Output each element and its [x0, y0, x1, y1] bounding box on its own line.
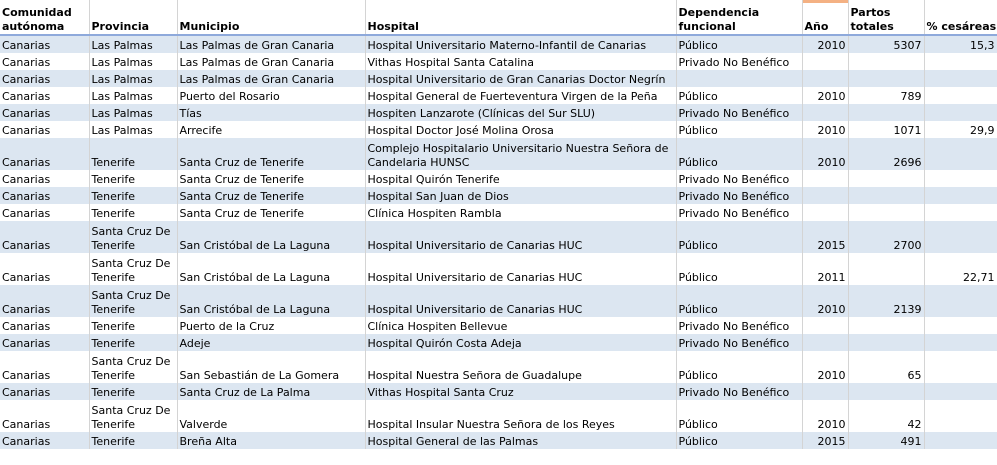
cell-anio[interactable]: 2010 — [802, 35, 848, 53]
table-row[interactable] — [0, 253, 997, 285]
cell-municipio[interactable]: Santa Cruz de La Palma — [177, 383, 365, 400]
cell-comunidad[interactable]: Canarias — [0, 187, 89, 204]
cell-comunidad[interactable]: Canarias — [0, 253, 89, 285]
table-row[interactable] — [0, 351, 997, 383]
cell-comunidad[interactable]: Canarias — [0, 104, 89, 121]
header-comunidad[interactable]: Comunidad autónoma — [0, 0, 89, 35]
cell-cesareas[interactable] — [924, 53, 997, 70]
header-row — [0, 0, 997, 35]
cell-dependencia[interactable]: Público — [676, 432, 802, 449]
cell-anio[interactable]: 2010 — [802, 285, 848, 317]
cell-cesareas[interactable] — [924, 138, 997, 170]
cell-cesareas[interactable]: 29,9 — [924, 121, 997, 138]
cell-hospital[interactable]: Hospital Universitario de Canarias HUC — [365, 285, 676, 317]
cell-comunidad[interactable]: Canarias — [0, 285, 89, 317]
cell-hospital[interactable]: Hospital Universitario de Canarias HUC — [365, 253, 676, 285]
cell-cesareas[interactable]: 22,71 — [924, 253, 997, 285]
cell-anio[interactable]: 2010 — [802, 351, 848, 383]
header-hospital[interactable]: Hospital — [365, 0, 676, 35]
cell-dependencia[interactable]: Público — [676, 138, 802, 170]
cell-anio[interactable]: 2010 — [802, 87, 848, 104]
cell-cesareas[interactable] — [924, 204, 997, 221]
cell-anio[interactable]: 2010 — [802, 400, 848, 432]
cell-hospital[interactable]: Hospiten Lanzarote (Clínicas del Sur SLU) — [365, 104, 676, 121]
cell-dependencia[interactable]: Privado No Benéfico — [676, 383, 802, 400]
cell-dependencia[interactable]: Privado No Benéfico — [676, 170, 802, 187]
cell-provincia[interactable]: Las Palmas — [89, 87, 177, 104]
cell-hospital[interactable]: Vithas Hospital Santa Cruz — [365, 383, 676, 400]
cell-comunidad[interactable]: Canarias — [0, 170, 89, 187]
cell-partos[interactable] — [848, 70, 924, 87]
cell-provincia[interactable]: Las Palmas — [89, 121, 177, 138]
cell-municipio[interactable]: Las Palmas de Gran Canaria — [177, 53, 365, 70]
table-row[interactable] — [0, 285, 997, 317]
cell-hospital[interactable]: Hospital Universitario de Canarias HUC — [365, 221, 676, 253]
cell-provincia[interactable]: Tenerife — [89, 187, 177, 204]
cell-dependencia[interactable]: Público — [676, 285, 802, 317]
table-row[interactable] — [0, 104, 997, 121]
cell-dependencia[interactable]: Público — [676, 87, 802, 104]
header-partos[interactable]: Partos totales — [848, 0, 924, 35]
cell-hospital[interactable]: Hospital General de Fuerteventura Virgen de la Peña — [365, 87, 676, 104]
cell-municipio[interactable]: Tías — [177, 104, 365, 121]
cell-comunidad[interactable]: Canarias — [0, 334, 89, 351]
header-municipio[interactable]: Municipio — [177, 0, 365, 35]
cell-dependencia[interactable] — [676, 70, 802, 87]
cell-municipio[interactable]: Puerto de la Cruz — [177, 317, 365, 334]
cell-cesareas[interactable]: 15,3 — [924, 35, 997, 53]
cell-municipio[interactable]: Valverde — [177, 400, 365, 432]
table-row[interactable] — [0, 53, 997, 70]
cell-anio[interactable]: 2015 — [802, 221, 848, 253]
cell-municipio[interactable]: Breña Alta — [177, 432, 365, 449]
cell-hospital[interactable]: Hospital Insular Nuestra Señora de los Reyes — [365, 400, 676, 432]
cell-cesareas[interactable] — [924, 285, 997, 317]
header-dependencia[interactable]: Dependencia funcional — [676, 0, 802, 35]
cell-comunidad[interactable]: Canarias — [0, 53, 89, 70]
cell-comunidad[interactable]: Canarias — [0, 35, 89, 53]
cell-partos[interactable] — [848, 170, 924, 187]
table-row[interactable] — [0, 432, 997, 449]
cell-municipio[interactable]: Santa Cruz de Tenerife — [177, 138, 365, 170]
cell-provincia[interactable]: Tenerife — [89, 383, 177, 400]
cell-hospital[interactable]: Hospital Universitario de Gran Canarias Doctor Negrín — [365, 70, 676, 87]
cell-cesareas[interactable] — [924, 87, 997, 104]
cell-provincia[interactable]: Santa Cruz De Tenerife — [89, 400, 177, 432]
cell-provincia[interactable]: Tenerife — [89, 204, 177, 221]
table-row[interactable] — [0, 170, 997, 187]
cell-comunidad[interactable]: Canarias — [0, 70, 89, 87]
cell-hospital[interactable]: Vithas Hospital Santa Catalina — [365, 53, 676, 70]
cell-cesareas[interactable] — [924, 104, 997, 121]
cell-municipio[interactable]: San Cristóbal de La Laguna — [177, 221, 365, 253]
cell-partos[interactable]: 789 — [848, 87, 924, 104]
cell-comunidad[interactable]: Canarias — [0, 383, 89, 400]
cell-provincia[interactable]: Tenerife — [89, 334, 177, 351]
cell-partos[interactable]: 42 — [848, 400, 924, 432]
cell-partos[interactable] — [848, 53, 924, 70]
cell-hospital[interactable]: Hospital Nuestra Señora de Guadalupe — [365, 351, 676, 383]
cell-partos[interactable]: 1071 — [848, 121, 924, 138]
cell-cesareas[interactable] — [924, 70, 997, 87]
cell-hospital[interactable]: Hospital Quirón Costa Adeja — [365, 334, 676, 351]
cell-hospital[interactable]: Clínica Hospiten Bellevue — [365, 317, 676, 334]
header-cesareas[interactable]: % cesáreas — [924, 0, 997, 35]
cell-provincia[interactable]: Las Palmas — [89, 104, 177, 121]
cell-municipio[interactable]: Puerto del Rosario — [177, 87, 365, 104]
header-anio[interactable]: Año — [802, 0, 848, 35]
cell-anio[interactable]: 2015 — [802, 432, 848, 449]
cell-partos[interactable] — [848, 104, 924, 121]
cell-hospital[interactable]: Hospital Universitario Materno-Infantil de Canarias — [365, 35, 676, 53]
cell-provincia[interactable]: Las Palmas — [89, 35, 177, 53]
cell-municipio[interactable]: San Sebastián de La Gomera — [177, 351, 365, 383]
table-row[interactable] — [0, 334, 997, 351]
cell-cesareas[interactable] — [924, 383, 997, 400]
cell-municipio[interactable]: Las Palmas de Gran Canaria — [177, 35, 365, 53]
cell-provincia[interactable]: Tenerife — [89, 138, 177, 170]
cell-hospital[interactable]: Complejo Hospitalario Universitario Nuestra Señora de Candelaria HUNSC — [365, 138, 676, 170]
table-row[interactable] — [0, 121, 997, 138]
cell-partos[interactable] — [848, 253, 924, 285]
cell-cesareas[interactable] — [924, 432, 997, 449]
cell-comunidad[interactable]: Canarias — [0, 221, 89, 253]
cell-comunidad[interactable]: Canarias — [0, 138, 89, 170]
cell-hospital[interactable]: Hospital General de las Palmas — [365, 432, 676, 449]
cell-cesareas[interactable] — [924, 187, 997, 204]
cell-municipio[interactable]: San Cristóbal de La Laguna — [177, 285, 365, 317]
cell-partos[interactable] — [848, 204, 924, 221]
cell-dependencia[interactable]: Privado No Benéfico — [676, 187, 802, 204]
cell-dependencia[interactable]: Público — [676, 35, 802, 53]
table-row[interactable] — [0, 204, 997, 221]
table-row[interactable] — [0, 187, 997, 204]
cell-partos[interactable]: 2700 — [848, 221, 924, 253]
cell-dependencia[interactable]: Público — [676, 351, 802, 383]
cell-partos[interactable] — [848, 383, 924, 400]
cell-partos[interactable]: 65 — [848, 351, 924, 383]
table-row[interactable] — [0, 317, 997, 334]
header-provincia[interactable]: Provincia — [89, 0, 177, 35]
cell-municipio[interactable]: Arrecife — [177, 121, 365, 138]
cell-partos[interactable] — [848, 187, 924, 204]
cell-provincia[interactable]: Tenerife — [89, 432, 177, 449]
cell-anio[interactable] — [802, 170, 848, 187]
table-row[interactable] — [0, 221, 997, 253]
table-row[interactable] — [0, 400, 997, 432]
cell-municipio[interactable]: Santa Cruz de Tenerife — [177, 204, 365, 221]
cell-partos[interactable] — [848, 317, 924, 334]
cell-partos[interactable]: 2696 — [848, 138, 924, 170]
cell-anio[interactable]: 2010 — [802, 138, 848, 170]
cell-cesareas[interactable] — [924, 334, 997, 351]
table-row[interactable] — [0, 138, 997, 170]
cell-municipio[interactable]: Las Palmas de Gran Canaria — [177, 70, 365, 87]
cell-anio[interactable]: 2011 — [802, 253, 848, 285]
cell-cesareas[interactable] — [924, 317, 997, 334]
cell-provincia[interactable]: Las Palmas — [89, 70, 177, 87]
table-row[interactable] — [0, 383, 997, 400]
cell-provincia[interactable]: Santa Cruz De Tenerife — [89, 253, 177, 285]
cell-dependencia[interactable]: Público — [676, 253, 802, 285]
cell-hospital[interactable]: Hospital Quirón Tenerife — [365, 170, 676, 187]
cell-comunidad[interactable]: Canarias — [0, 317, 89, 334]
cell-partos[interactable] — [848, 334, 924, 351]
cell-anio[interactable]: 2010 — [802, 121, 848, 138]
cell-municipio[interactable]: Santa Cruz de Tenerife — [177, 170, 365, 187]
cell-municipio[interactable]: San Cristóbal de La Laguna — [177, 253, 365, 285]
cell-dependencia[interactable]: Privado No Benéfico — [676, 53, 802, 70]
cell-comunidad[interactable]: Canarias — [0, 400, 89, 432]
cell-anio[interactable] — [802, 334, 848, 351]
table-row[interactable] — [0, 35, 997, 53]
cell-anio[interactable] — [802, 53, 848, 70]
cell-dependencia[interactable]: Privado No Benéfico — [676, 104, 802, 121]
cell-municipio[interactable]: Santa Cruz de Tenerife — [177, 187, 365, 204]
cell-provincia[interactable]: Tenerife — [89, 317, 177, 334]
cell-dependencia[interactable]: Público — [676, 121, 802, 138]
cell-comunidad[interactable]: Canarias — [0, 432, 89, 449]
cell-partos[interactable]: 2139 — [848, 285, 924, 317]
cell-comunidad[interactable]: Canarias — [0, 121, 89, 138]
cell-anio[interactable] — [802, 204, 848, 221]
cell-cesareas[interactable] — [924, 351, 997, 383]
cell-dependencia[interactable]: Privado No Benéfico — [676, 317, 802, 334]
cell-dependencia[interactable]: Público — [676, 221, 802, 253]
cell-provincia[interactable]: Tenerife — [89, 170, 177, 187]
cell-hospital[interactable]: Hospital Doctor José Molina Orosa — [365, 121, 676, 138]
cell-provincia[interactable]: Santa Cruz De Tenerife — [89, 351, 177, 383]
cell-anio[interactable] — [802, 70, 848, 87]
cell-partos[interactable]: 5307 — [848, 35, 924, 53]
table-row[interactable] — [0, 87, 997, 104]
cell-dependencia[interactable]: Privado No Benéfico — [676, 334, 802, 351]
table-row[interactable] — [0, 70, 997, 87]
cell-dependencia[interactable]: Privado No Benéfico — [676, 204, 802, 221]
cell-comunidad[interactable]: Canarias — [0, 351, 89, 383]
cell-anio[interactable] — [802, 383, 848, 400]
cell-anio[interactable] — [802, 187, 848, 204]
cell-cesareas[interactable] — [924, 221, 997, 253]
cell-provincia[interactable]: Santa Cruz De Tenerife — [89, 285, 177, 317]
cell-anio[interactable] — [802, 317, 848, 334]
cell-dependencia[interactable]: Público — [676, 400, 802, 432]
cell-comunidad[interactable]: Canarias — [0, 204, 89, 221]
cell-partos[interactable]: 491 — [848, 432, 924, 449]
cell-provincia[interactable]: Santa Cruz De Tenerife — [89, 221, 177, 253]
cell-anio[interactable] — [802, 104, 848, 121]
cell-cesareas[interactable] — [924, 400, 997, 432]
cell-hospital[interactable]: Hospital San Juan de Dios — [365, 187, 676, 204]
cell-provincia[interactable]: Las Palmas — [89, 53, 177, 70]
cell-cesareas[interactable] — [924, 170, 997, 187]
cell-comunidad[interactable]: Canarias — [0, 87, 89, 104]
cell-hospital[interactable]: Clínica Hospiten Rambla — [365, 204, 676, 221]
cell-municipio[interactable]: Adeje — [177, 334, 365, 351]
